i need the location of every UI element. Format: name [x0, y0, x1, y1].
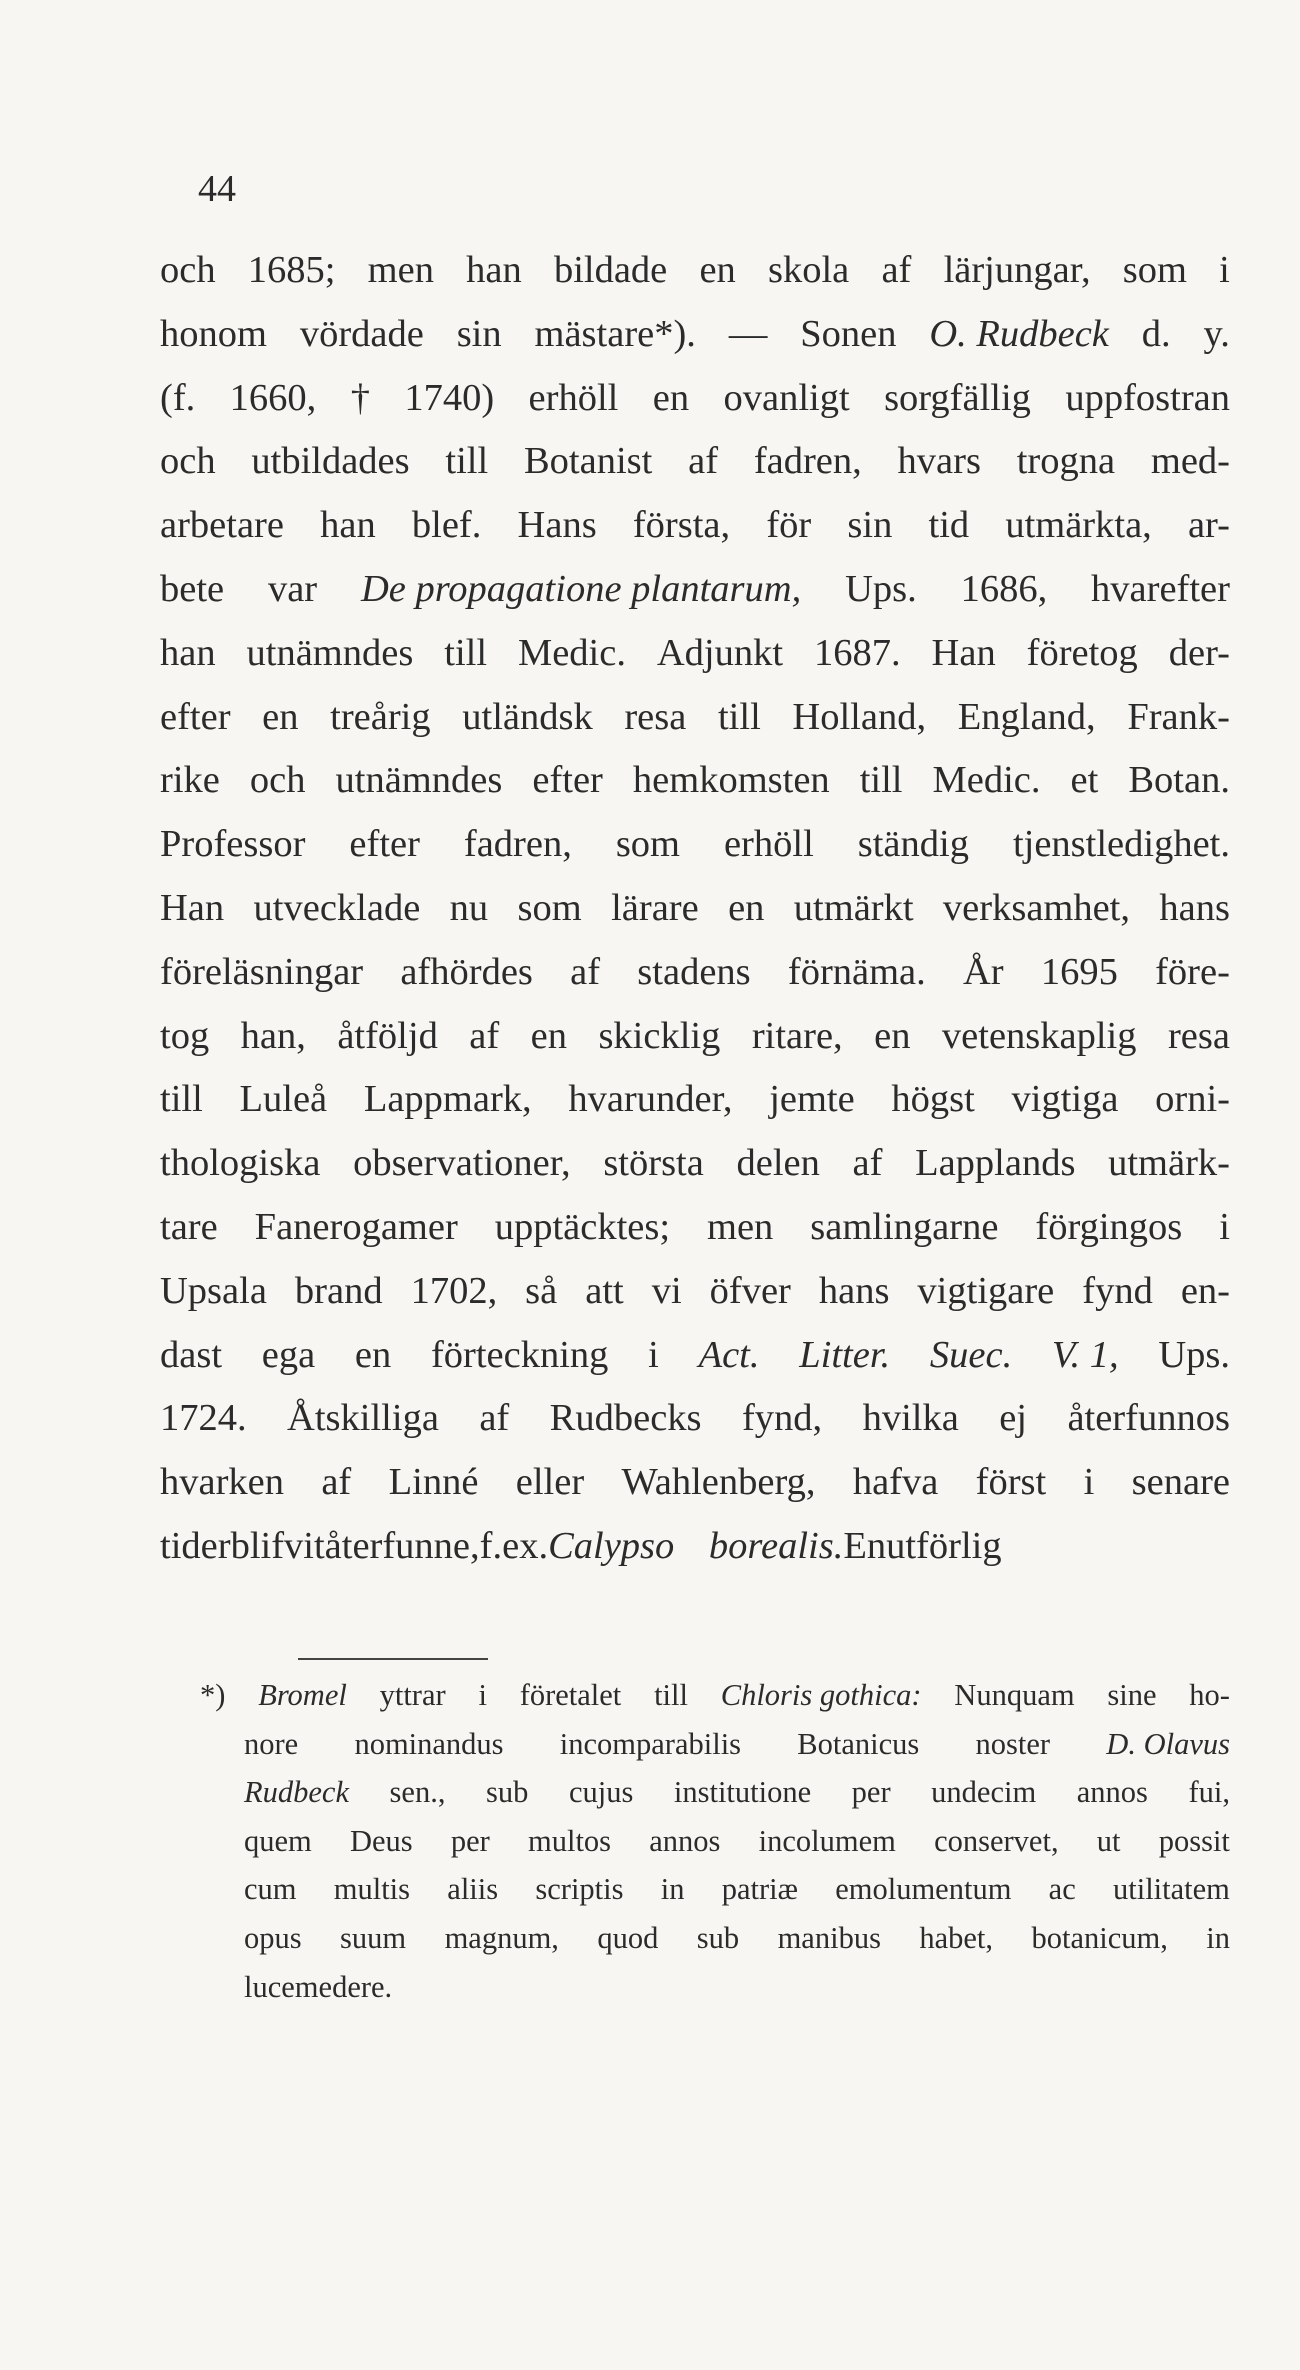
- word: ega: [261, 1333, 316, 1376]
- word: han,: [240, 1014, 306, 1057]
- word: blef.: [411, 504, 482, 547]
- word: fynd,: [741, 1397, 823, 1440]
- word: hemkomsten: [632, 759, 830, 802]
- footnote-line: [200, 1970, 1230, 2019]
- word: quod: [597, 1920, 659, 1955]
- word: af: [688, 440, 719, 483]
- word: senare: [1131, 1461, 1230, 1504]
- word: 1685;: [247, 249, 336, 291]
- word: mästare*).: [534, 312, 696, 355]
- word: in: [1206, 1920, 1230, 1955]
- word: Fanerogamer: [254, 1205, 458, 1248]
- word: så: [525, 1269, 558, 1312]
- word: öfver: [709, 1269, 791, 1312]
- word: fui,: [1188, 1775, 1230, 1810]
- footnote-line: [200, 1824, 1230, 1873]
- word: annos: [649, 1823, 721, 1858]
- word: Holland,: [792, 695, 927, 738]
- word: †: [350, 376, 370, 419]
- word: (f.: [160, 376, 196, 419]
- word: Deus: [349, 1823, 413, 1858]
- word: Medic.: [932, 759, 1041, 802]
- word: lärjungar,: [943, 249, 1091, 291]
- word: företog: [1026, 631, 1138, 674]
- word: 1695: [1040, 950, 1118, 993]
- word: 1740): [404, 376, 495, 419]
- word: Medic.: [517, 631, 626, 674]
- word: opus: [244, 1920, 302, 1955]
- text-line: [160, 376, 1230, 440]
- word: före-: [1155, 950, 1230, 993]
- word: 1702,: [410, 1269, 498, 1312]
- text-line: [160, 1014, 1230, 1078]
- word: patriæ: [721, 1872, 798, 1907]
- text-line: [160, 1077, 1230, 1141]
- word: och: [160, 440, 216, 483]
- word: som: [517, 886, 582, 929]
- word: sin: [847, 504, 893, 547]
- word: afhördes: [400, 950, 533, 993]
- word: D. Olavus: [1106, 1726, 1230, 1761]
- word: per: [450, 1823, 490, 1858]
- word: undecim: [931, 1775, 1037, 1810]
- word: till: [445, 440, 489, 483]
- word: d.: [1141, 312, 1171, 355]
- word: yttrar: [379, 1678, 446, 1712]
- word: dast: [160, 1333, 223, 1376]
- word: ej: [999, 1397, 1028, 1440]
- word: till: [717, 695, 761, 738]
- word: delen: [736, 1142, 820, 1185]
- word: 1686,: [960, 567, 1048, 610]
- word: 1724.: [160, 1397, 247, 1440]
- word: efter: [349, 823, 420, 866]
- word: förteckning: [430, 1333, 609, 1376]
- word: tider: [160, 1524, 231, 1567]
- word: lärare: [611, 886, 699, 929]
- word: utnämndes: [246, 631, 414, 674]
- word: f.: [479, 1524, 503, 1567]
- word: in: [660, 1872, 685, 1907]
- word: hvars: [897, 440, 981, 483]
- word: till: [859, 759, 903, 802]
- word: fynd: [1082, 1269, 1153, 1312]
- word: honom: [160, 312, 267, 355]
- word: utmärkt: [793, 886, 914, 929]
- word: utvecklade: [253, 886, 421, 929]
- word: hvilka: [862, 1397, 959, 1440]
- word: quem: [244, 1823, 312, 1858]
- word: Luleå: [239, 1078, 328, 1121]
- word: sin: [456, 312, 502, 355]
- word: en: [728, 886, 765, 929]
- word: till: [444, 631, 488, 674]
- word: en: [262, 695, 299, 738]
- word: De propagatione plantarum,: [360, 567, 802, 610]
- word: Litter.: [799, 1333, 891, 1376]
- word: Chloris gothica:: [720, 1678, 922, 1712]
- word: rike: [160, 759, 220, 802]
- word: resa: [624, 695, 687, 738]
- word: utmärkta,: [1005, 504, 1152, 547]
- word: erhöll: [723, 823, 814, 866]
- footnote-line: [200, 1921, 1230, 1970]
- text-line: [160, 1396, 1230, 1460]
- word: men: [367, 249, 434, 291]
- word: et: [1070, 759, 1099, 802]
- word: Rudbecks: [549, 1397, 702, 1440]
- word: ständig: [857, 823, 969, 866]
- word: År: [963, 950, 1004, 993]
- word: Adjunkt: [656, 631, 784, 674]
- word: skicklig: [598, 1014, 721, 1057]
- word: af: [321, 1461, 352, 1504]
- word: sen.,: [389, 1775, 446, 1810]
- text-line: [160, 567, 1230, 631]
- word: skola: [767, 249, 850, 291]
- word: institutione: [673, 1775, 812, 1810]
- word: efter: [160, 695, 231, 738]
- word: tjenstledighet.: [1012, 823, 1230, 866]
- word: multos: [528, 1823, 612, 1858]
- word: till: [160, 1078, 203, 1121]
- footnote-line: [200, 1775, 1230, 1824]
- word: förgingos: [1035, 1205, 1183, 1248]
- word: Linné: [388, 1461, 479, 1504]
- word: utilitatem: [1113, 1872, 1230, 1907]
- word: Professor: [160, 823, 306, 866]
- word: erhöll: [528, 376, 619, 419]
- word: habet,: [919, 1920, 994, 1955]
- word: och: [249, 759, 306, 802]
- word: en: [354, 1333, 392, 1376]
- word: Lappmark,: [363, 1078, 532, 1121]
- word: scriptis: [535, 1872, 624, 1907]
- word: —: [728, 312, 768, 355]
- word: resa: [1167, 1014, 1230, 1057]
- word: annos: [1076, 1775, 1148, 1810]
- footnote-line: [200, 1678, 1230, 1727]
- word: som: [615, 823, 680, 866]
- text-line: [160, 503, 1230, 567]
- word: incolumem: [758, 1823, 896, 1858]
- word: tare: [160, 1205, 218, 1248]
- word: incomparabilis: [559, 1726, 742, 1761]
- body-text: [160, 248, 1230, 1588]
- word: orni-: [1155, 1078, 1230, 1121]
- word: hvarken: [160, 1461, 284, 1504]
- text-line: [160, 439, 1230, 503]
- word: fadren,: [463, 823, 572, 866]
- text-line: [160, 1141, 1230, 1205]
- word: utländsk: [462, 695, 593, 738]
- word: en: [530, 1014, 567, 1057]
- word: sub: [696, 1920, 740, 1955]
- word: Ups.: [845, 567, 917, 610]
- text-line: [160, 822, 1230, 886]
- text-line: [160, 312, 1230, 376]
- word: der-: [1168, 631, 1230, 674]
- word: och: [160, 249, 216, 291]
- word: lucem: [244, 1969, 319, 2004]
- word: efter: [532, 759, 603, 802]
- word: blifvit: [230, 1524, 325, 1567]
- word: han: [466, 249, 522, 291]
- word: stadens: [637, 950, 751, 993]
- word: ovanligt: [723, 376, 850, 419]
- text-line: [160, 631, 1230, 695]
- word: tid: [928, 504, 970, 547]
- word: Åtskilliga: [287, 1397, 439, 1440]
- word: utförlig: [886, 1524, 1002, 1567]
- word: en: [652, 376, 690, 419]
- word: O. Rudbeck: [929, 312, 1109, 355]
- word: utnämndes: [335, 759, 503, 802]
- word: en-: [1180, 1269, 1230, 1312]
- word: En: [843, 1524, 887, 1567]
- word: en: [699, 249, 736, 291]
- word: vigtiga: [1011, 1078, 1119, 1121]
- word: edere.: [318, 1969, 393, 2004]
- word: cum: [244, 1872, 297, 1907]
- word: cujus: [568, 1775, 634, 1810]
- word: företalet: [519, 1678, 622, 1712]
- word: emolumentum: [835, 1872, 1012, 1907]
- footnote: [200, 1678, 1230, 2018]
- word: y.: [1203, 312, 1230, 355]
- word: conservet,: [934, 1823, 1059, 1858]
- word: Ups.: [1158, 1333, 1230, 1376]
- word: ho-: [1189, 1678, 1230, 1712]
- word: Lapplands: [915, 1142, 1076, 1185]
- word: återfunne,: [324, 1524, 480, 1567]
- word: nore: [244, 1726, 299, 1761]
- word: förnäma.: [787, 950, 926, 993]
- word: vi: [651, 1269, 682, 1312]
- page-number: 44: [198, 168, 236, 210]
- word: han: [320, 504, 376, 547]
- text-line: [160, 1333, 1230, 1397]
- word: trogna: [1016, 440, 1116, 483]
- word: föreläsningar: [160, 950, 364, 993]
- word: första,: [632, 504, 731, 547]
- word: arbetare: [160, 504, 284, 547]
- word: återfunnos: [1067, 1397, 1230, 1440]
- word: 1687.: [814, 631, 901, 674]
- word: i: [648, 1333, 659, 1376]
- word: utbildades: [251, 440, 410, 483]
- word: Botanicus: [797, 1726, 920, 1761]
- word: observationer,: [353, 1142, 571, 1185]
- word: Calypso borealis.: [548, 1524, 844, 1567]
- word: största: [603, 1142, 704, 1185]
- word: Han: [160, 886, 225, 929]
- word: af: [469, 1014, 500, 1057]
- word: fadren,: [753, 440, 862, 483]
- word: bildade: [553, 249, 668, 291]
- word: en: [874, 1014, 911, 1057]
- word: utmärk-: [1108, 1142, 1230, 1185]
- text-line: [160, 886, 1230, 950]
- word: i: [478, 1678, 487, 1712]
- word: Wahlenberg,: [621, 1461, 816, 1504]
- word: Rudbeck: [244, 1775, 349, 1810]
- word: per: [851, 1775, 891, 1810]
- text-line: [160, 1269, 1230, 1333]
- text-line: [160, 695, 1230, 759]
- word: England,: [957, 695, 1096, 738]
- word: hvarefter: [1091, 567, 1230, 610]
- word: brand: [294, 1269, 383, 1312]
- word: sub: [486, 1775, 529, 1810]
- word: noster: [975, 1726, 1051, 1761]
- word: åtföljd: [337, 1014, 438, 1057]
- word: var: [267, 567, 318, 610]
- word: hafva: [852, 1461, 939, 1504]
- word: i: [1219, 249, 1230, 291]
- word: men: [707, 1205, 774, 1248]
- text-line: [160, 1205, 1230, 1269]
- word: Hans: [517, 504, 597, 547]
- word: Botanist: [523, 440, 653, 483]
- word: till: [654, 1678, 688, 1712]
- word: han: [160, 631, 216, 674]
- footnote-line: [200, 1872, 1230, 1921]
- word: verksamhet,: [942, 886, 1131, 929]
- text-line: [160, 1524, 1230, 1588]
- word: sine: [1107, 1678, 1157, 1712]
- word: 1660,: [229, 376, 317, 419]
- word: ac: [1048, 1872, 1076, 1907]
- word: V. 1,: [1051, 1333, 1119, 1376]
- word: af: [570, 950, 601, 993]
- word: Upsala: [160, 1269, 267, 1312]
- word: hans: [818, 1269, 890, 1312]
- word: manibus: [777, 1920, 881, 1955]
- word: med-: [1150, 440, 1230, 483]
- word: nominandus: [354, 1726, 504, 1761]
- word: upptäcktes;: [494, 1205, 671, 1248]
- word: Act.: [698, 1333, 760, 1376]
- word: som: [1122, 249, 1187, 291]
- word: *): [200, 1678, 226, 1712]
- word: ut: [1096, 1823, 1121, 1858]
- word: af: [881, 249, 912, 291]
- word: Frank-: [1127, 695, 1230, 738]
- text-line: [160, 248, 1230, 312]
- word: hvarunder,: [568, 1078, 733, 1121]
- word: ritare,: [751, 1014, 843, 1057]
- word: Han: [931, 631, 996, 674]
- word: thologiska: [160, 1142, 321, 1185]
- word: i: [1219, 1205, 1230, 1248]
- footnote-line: [200, 1727, 1230, 1776]
- word: ex.: [502, 1524, 549, 1567]
- word: Suec.: [929, 1333, 1013, 1376]
- word: magnum,: [444, 1920, 559, 1955]
- text-line: [160, 950, 1230, 1014]
- word: bete: [160, 567, 225, 610]
- word: Botan.: [1128, 759, 1230, 802]
- word: vetenskaplig: [941, 1014, 1137, 1057]
- word: aliis: [447, 1872, 499, 1907]
- word: af: [479, 1397, 510, 1440]
- word: först: [975, 1461, 1047, 1504]
- word: hans: [1159, 886, 1230, 929]
- word: högst: [891, 1078, 975, 1121]
- word: eller: [515, 1461, 585, 1504]
- word: att: [585, 1269, 624, 1312]
- word: för: [766, 504, 812, 547]
- text-line: [160, 1460, 1230, 1524]
- word: Sonen: [800, 312, 897, 355]
- word: treårig: [330, 695, 431, 738]
- word: multis: [333, 1872, 411, 1907]
- word: sorgfällig: [884, 376, 1031, 419]
- word: botanicum,: [1031, 1920, 1168, 1955]
- word: Nunquam: [954, 1678, 1075, 1712]
- text-line: [160, 758, 1230, 822]
- word: suum: [340, 1920, 407, 1955]
- word: jemte: [769, 1078, 855, 1121]
- word: possit: [1158, 1823, 1230, 1858]
- word: Bromel: [258, 1678, 347, 1712]
- word: nu: [449, 886, 489, 929]
- word: i: [1083, 1461, 1095, 1504]
- word: samlingarne: [810, 1205, 999, 1248]
- word: vigtigare: [917, 1269, 1055, 1312]
- word: ar-: [1187, 504, 1230, 547]
- word: tog: [160, 1014, 210, 1057]
- word: vördade: [299, 312, 424, 355]
- word: uppfostran: [1065, 376, 1230, 419]
- footnote-divider: [298, 1658, 488, 1660]
- word: af: [852, 1142, 883, 1185]
